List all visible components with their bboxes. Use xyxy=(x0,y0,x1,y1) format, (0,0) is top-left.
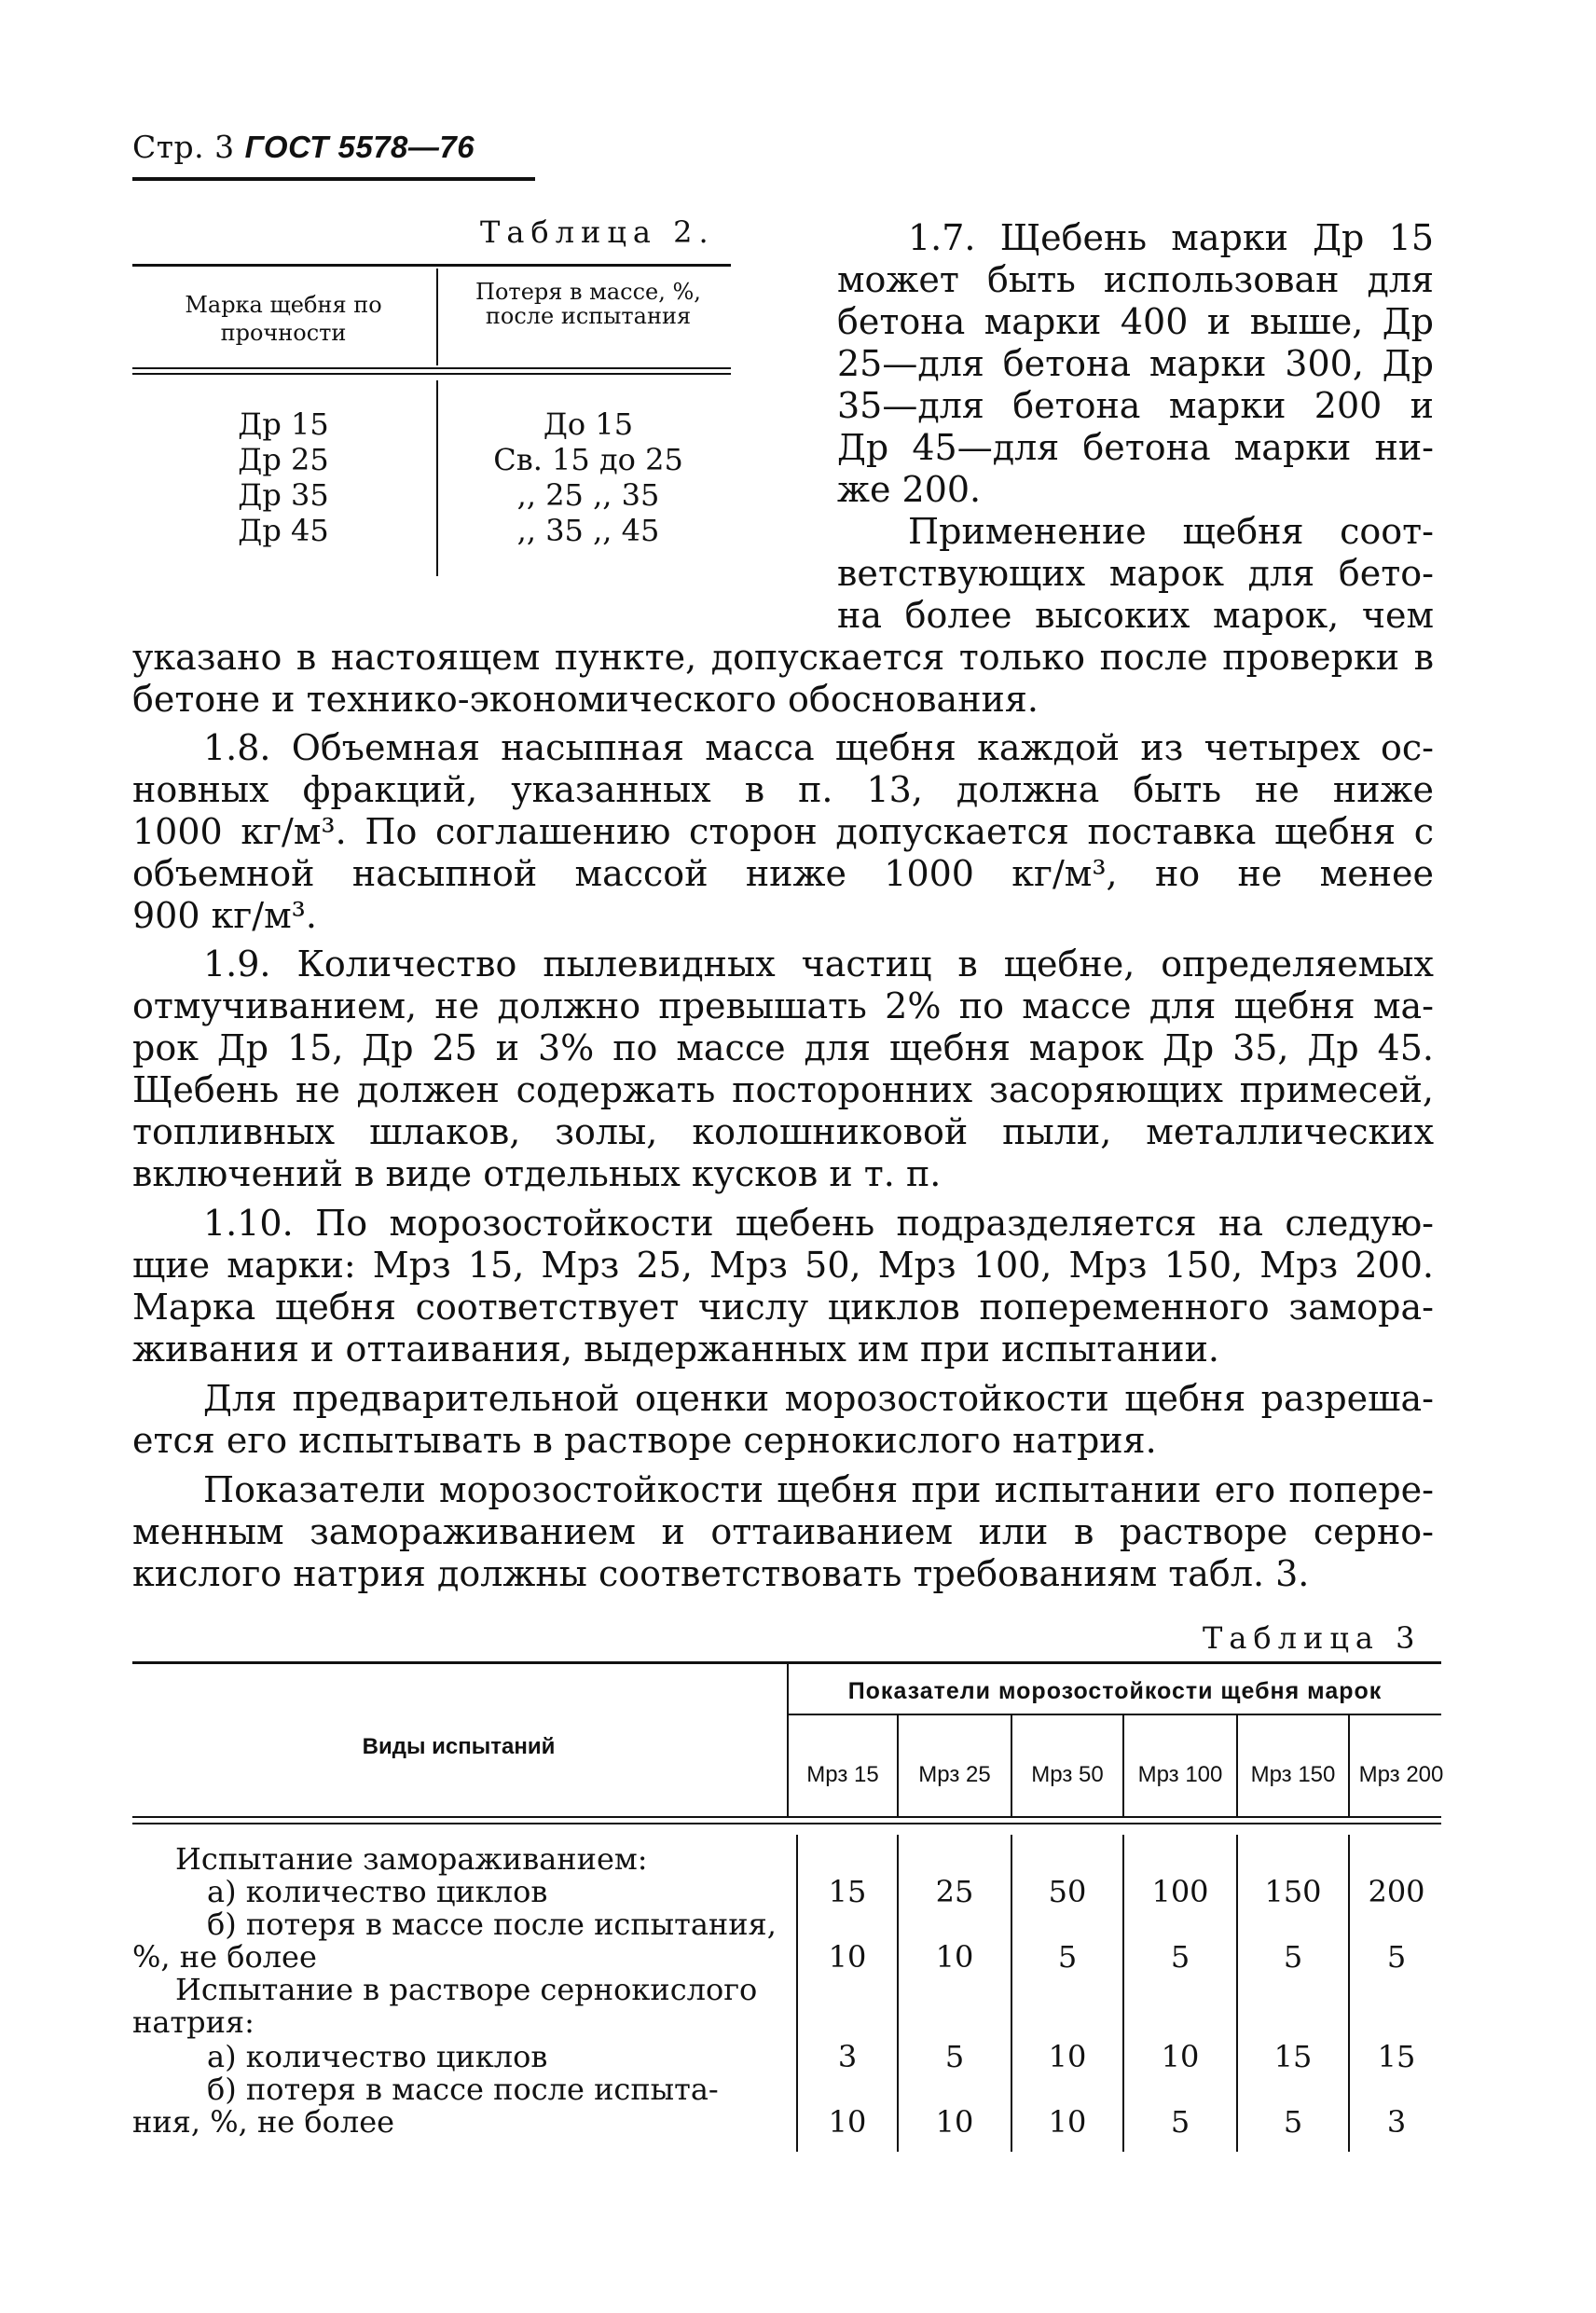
table2-caption: Таблица 2. xyxy=(480,214,715,250)
table2-grade: Др 45 xyxy=(238,513,329,548)
para-1-9-line: топливных шлаков, золы, колошниковой пыли, металлических xyxy=(132,1111,1434,1152)
table3-header-rule xyxy=(132,1823,1441,1824)
table3-row-label: ния, %, не более xyxy=(132,2104,395,2140)
table3-cell: 15 xyxy=(828,1874,867,1909)
para-1-8-line: 900 кг/м³. xyxy=(132,895,317,936)
table3-group-rule xyxy=(789,1714,1441,1715)
para-1-7-application-line: бетоне и технико-экономического обоснования. xyxy=(132,679,1039,720)
table3-caption: Таблица 3 xyxy=(1203,1620,1422,1656)
table3-row-label: а) количество циклов xyxy=(207,2039,548,2074)
table2-header-rule xyxy=(132,367,731,369)
para-1-7-line: может быть использован для xyxy=(837,259,1434,300)
table2-loss: ,, 25 ,, 35 xyxy=(516,477,660,513)
table3-cell: 150 xyxy=(1264,1874,1322,1909)
table3-mark-header: Мрз 200 xyxy=(1358,1762,1444,1787)
para-1-10-indicators-line: Показатели морозостойкости щебня при испытании его попере- xyxy=(203,1469,1434,1510)
para-1-7-line: 1.7. Щебень марки Др 15 xyxy=(908,217,1434,258)
page-header xyxy=(132,129,475,165)
table3-cell: 10 xyxy=(828,2104,867,2140)
para-1-10-prelim-line: Для предварительной оценки морозостойкости щебня разреша- xyxy=(203,1378,1434,1419)
para-1-10-indicators-line: менным замораживанием и оттаиванием или в растворе серно- xyxy=(132,1511,1434,1552)
table3-cell: 3 xyxy=(837,2039,858,2074)
table3-cell: 3 xyxy=(1386,2104,1407,2140)
table3-row-label: %, не более xyxy=(132,1939,317,1975)
table3-row-label: б) потеря в массе после испытания, xyxy=(207,1907,777,1942)
standard-code: ГОСТ 5578—76 xyxy=(244,130,475,164)
table3-row-label: б) потеря в массе после испыта- xyxy=(207,2072,719,2107)
table2-loss: ,, 35 ,, 45 xyxy=(516,513,660,548)
table2-grade: Др 25 xyxy=(238,442,329,477)
table3-cell: 200 xyxy=(1368,1874,1425,1909)
table3-cell: 5 xyxy=(1057,1939,1078,1975)
para-1-9-line: Щебень не должен содержать посторонних засоряющих примесей, xyxy=(132,1069,1434,1110)
table3-group-header: Показатели морозостойкости щебня марок xyxy=(847,1678,1383,1704)
table3-mark-header: Мрз 150 xyxy=(1250,1762,1336,1787)
table3-cell: 100 xyxy=(1151,1874,1209,1909)
para-1-9-line: отмучиванием, не должно превышать 2% по массе для щебня ма- xyxy=(132,985,1434,1026)
table3-cell: 5 xyxy=(1386,1939,1407,1975)
table2-col2-header: Потеря в массе, %, после испытания xyxy=(475,279,701,329)
table2-loss: До 15 xyxy=(543,406,634,442)
para-1-7-application-line: на более высоких марок, чем xyxy=(837,595,1434,636)
table3-cell: 10 xyxy=(828,1939,867,1975)
para-1-7-line: 25—для бетона марки 300, Др xyxy=(837,343,1434,384)
para-1-10-line: щие марки: Мрз 15, Мрз 25, Мрз 50, Мрз 100, Мрз 150, Мрз 200. xyxy=(132,1245,1434,1286)
para-1-7-application-line: ветствующих марок для бето- xyxy=(837,553,1434,594)
table3-cell: 5 xyxy=(1170,2104,1190,2140)
table2-top-rule xyxy=(132,264,731,267)
para-1-8-line: объемной насыпной массой ниже 1000 кг/м³, но не менее xyxy=(132,853,1434,894)
table2-grade: Др 35 xyxy=(238,477,329,513)
table3-cell: 10 xyxy=(1048,2039,1087,2074)
table2-body-divider xyxy=(436,380,438,576)
table3-row-label: натрия: xyxy=(132,2004,255,2040)
table3-cell: 50 xyxy=(1048,1874,1087,1909)
para-1-8-line: новных фракций, указанных в п. 13, должна быть не ниже xyxy=(132,769,1434,810)
para-1-7-application-line: указано в настоящем пункте, допускается только после проверки в xyxy=(132,637,1434,678)
table3-mark-header: Мрз 100 xyxy=(1137,1762,1223,1787)
table2-header-rule xyxy=(132,373,731,375)
para-1-7-application-line: Применение щебня соот- xyxy=(908,511,1434,552)
table3-cell: 10 xyxy=(1048,2104,1087,2140)
table3-header-rule xyxy=(132,1816,1441,1818)
para-1-8-line: 1.8. Объемная насыпная масса щебня каждой из четырех ос- xyxy=(203,727,1434,768)
table3-cell: 15 xyxy=(1377,2039,1416,2074)
para-1-7-line: 35—для бетона марки 200 и xyxy=(837,385,1434,426)
table3-cell: 10 xyxy=(1161,2039,1200,2074)
para-1-10-prelim-line: ется его испытывать в растворе сернокислого натрия. xyxy=(132,1420,1157,1461)
table2-header-divider xyxy=(436,268,438,365)
table3-mark-header: Мрз 25 xyxy=(918,1762,991,1787)
table3-cell: 5 xyxy=(1283,2104,1303,2140)
table2-grade: Др 15 xyxy=(238,406,329,442)
para-1-9-line: 1.9. Количество пылевидных частиц в щебне, определяемых xyxy=(203,943,1434,984)
para-1-10-line: Марка щебня соответствует числу циклов попеременного замора- xyxy=(132,1287,1434,1328)
para-1-8-line: 1000 кг/м³. По соглашению сторон допускается поставка щебня с xyxy=(132,811,1434,852)
para-1-10-indicators-line: кислого натрия должны соответствовать требованиям табл. 3. xyxy=(132,1553,1310,1594)
table3-cell: 5 xyxy=(944,2039,965,2074)
table3-row-label: Испытание в растворе сернокислого xyxy=(175,1972,758,2007)
table3-cell: 10 xyxy=(935,1939,974,1975)
page-number: Стр. 3 xyxy=(132,129,235,165)
para-1-9-line: рок Др 15, Др 25 и 3% по массе для щебня марок Др 35, Др 45. xyxy=(132,1027,1434,1068)
table3-mark-header: Мрз 50 xyxy=(1031,1762,1104,1787)
para-1-10-line: 1.10. По морозостойкости щебень подразделяется на следую- xyxy=(203,1203,1434,1244)
table3-cell: 5 xyxy=(1170,1939,1190,1975)
table2-loss: Св. 15 до 25 xyxy=(493,442,683,477)
para-1-7-line: же 200. xyxy=(837,469,982,510)
para-1-7-line: Др 45—для бетона марки ни- xyxy=(837,427,1434,468)
table3-row-label: Испытание замораживанием: xyxy=(175,1841,648,1877)
table3-row-label: а) количество циклов xyxy=(207,1874,548,1909)
table3-cell: 25 xyxy=(935,1874,974,1909)
table2-col1-header: Марка щебня по прочности xyxy=(185,292,382,346)
table3-cell: 10 xyxy=(935,2104,974,2140)
para-1-9-line: включений в виде отдельных кусков и т. п. xyxy=(132,1153,942,1194)
table3-cell: 15 xyxy=(1273,2039,1313,2074)
para-1-10-line: живания и оттаивания, выдержанных им при испытании. xyxy=(132,1329,1219,1370)
header-rule xyxy=(132,177,535,181)
para-1-7-line: бетона марки 400 и выше, Др xyxy=(837,301,1434,342)
table3-col1-header: Виды испытаний xyxy=(362,1734,556,1759)
table3-mark-header: Мрз 15 xyxy=(806,1762,879,1787)
table3-cell: 5 xyxy=(1283,1939,1303,1975)
